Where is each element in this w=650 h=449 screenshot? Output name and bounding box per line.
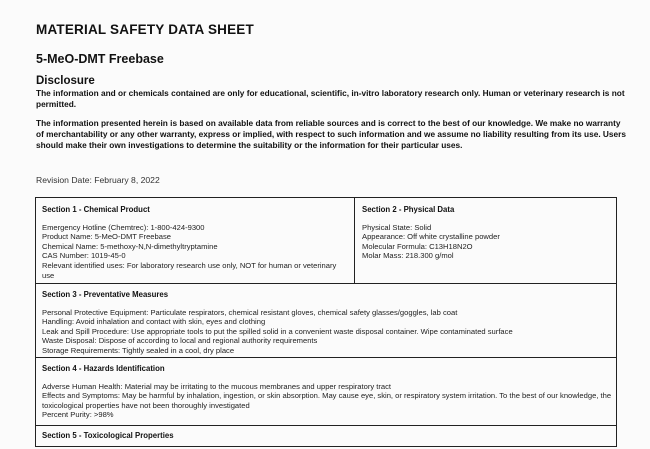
revision-date: Revision Date: February 8, 2022	[36, 175, 160, 185]
molar-mass-field: Molar Mass: 218.300 g/mol	[362, 251, 454, 261]
section-1-chemical-product	[42, 205, 347, 280]
appearance-field: Appearance: Off white crystalline powder	[362, 232, 500, 242]
section-5-title: Section 5 - Toxicological Properties	[42, 431, 174, 440]
section-2-title: Section 2 - Physical Data	[362, 205, 455, 214]
relevant-uses-field: Relevant identified uses: For laboratory research use only, NOT for human or veterinary use	[42, 260, 337, 280]
waste-disposal-field: Waste Disposal: Dispose of according to local and regional authority requirements	[42, 336, 318, 346]
ppe-field: Personal Protective Equipment: Particulate respirators, chemical resistant gloves, chemical safety glasses/goggles, lab coat	[42, 307, 458, 317]
leak-spill-field: Leak and Spill Procedure: Use appropriate tools to put the spilled solid in a convenient waste disposal container. Wipe contaminated surface	[42, 326, 513, 336]
section-5-toxicological-properties	[42, 431, 612, 449]
product-name: 5-MeO-DMT Freebase	[36, 52, 164, 66]
effects-symptoms-field: Effects and Symptoms: May be harmful by inhalation, ingestion, or skin absorption. May cause eye, skin, or respiratory system irritation. To the best of our knowledge, the toxicological properties have not been thoroughly investigated	[42, 391, 612, 410]
section-4-hazards-identification	[42, 364, 612, 420]
cas-number-field: CAS Number: 1019-45-0	[42, 251, 126, 261]
document-title: MATERIAL SAFETY DATA SHEET	[36, 22, 254, 37]
storage-field: Storage Requirements: Tightly sealed in a cool, dry place	[42, 345, 235, 355]
column-divider	[354, 198, 355, 283]
physical-state-field: Physical State: Solid	[362, 222, 432, 232]
disclosure-heading: Disclosure	[36, 75, 95, 87]
msds-sections-table	[35, 197, 617, 447]
row-divider	[36, 425, 616, 426]
chemical-name-field: Chemical Name: 5-methoxy-N,N-dimethyltryptamine	[42, 241, 218, 251]
row-divider	[36, 283, 616, 284]
percent-purity-field: Percent Purity: >98%	[42, 410, 114, 420]
section-2-physical-data	[362, 205, 612, 261]
section-3-title: Section 3 - Preventative Measures	[42, 290, 169, 299]
row-divider	[36, 357, 616, 358]
disclosure-paragraph-1: The information and or chemicals contained are only for educational, scientific, in-vitro laboratory research only. Human or veterinary research is not permitted.	[36, 88, 625, 110]
handling-field: Handling: Avoid inhalation and contact with skin, eyes and clothing	[42, 317, 266, 327]
emergency-hotline: Emergency Hotline (Chemtrec): 1-800-424-9300	[42, 222, 205, 232]
section-3-preventative-measures	[42, 290, 612, 356]
disclosure-paragraph-2: The information presented herein is based on available data from reliable sources and is correct to the best of our knowledge. We make no warranty of merchantability or any other warranty, express or implied, with respect to such information and we assume no liability resulting from its use. Users should make their own investigations to determine the suitability or the information for their particular uses.	[36, 118, 626, 151]
molecular-formula-field: Molecular Formula: C13H18N2O	[362, 241, 473, 251]
section-4-title: Section 4 - Hazards Identification	[42, 364, 165, 373]
product-name-field: Product Name: 5-MeO-DMT Freebase	[42, 232, 171, 242]
section-1-title: Section 1 - Chemical Product	[42, 205, 150, 214]
adverse-health-field: Adverse Human Health: Material may be irritating to the mucous membranes and upper respiratory tract	[42, 381, 392, 391]
